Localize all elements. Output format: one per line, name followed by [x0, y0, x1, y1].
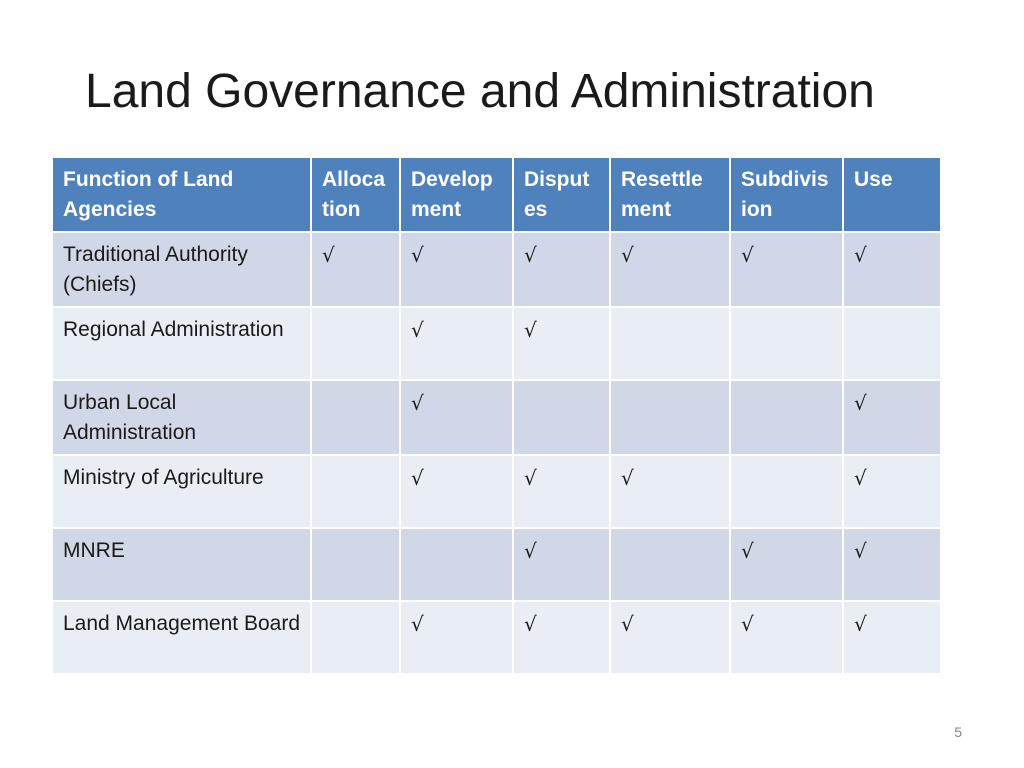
header-resettlement: Resettle ment: [610, 158, 730, 232]
check-cell: [311, 455, 400, 528]
check-cell: [730, 380, 843, 455]
check-cell: √: [513, 232, 610, 307]
table-row: [53, 307, 940, 380]
check-cell: √: [400, 232, 513, 307]
check-cell: [400, 528, 513, 601]
row-label: Ministry of Agriculture: [53, 455, 311, 528]
slide-title: Land Governance and Administration: [85, 65, 875, 118]
row-label: Traditional Authority (Chiefs): [53, 232, 311, 307]
check-cell: √: [513, 528, 610, 601]
check-cell: [610, 528, 730, 601]
check-cell: √: [311, 232, 400, 307]
row-label: Regional Administration: [53, 307, 311, 380]
check-cell: √: [730, 601, 843, 674]
header-function: Function of Land Agencies: [53, 158, 311, 232]
check-cell: [311, 307, 400, 380]
check-cell: [610, 307, 730, 380]
check-cell: [311, 601, 400, 674]
table-row: [53, 380, 940, 455]
check-cell: √: [513, 307, 610, 380]
row-label: Urban Local Administration: [53, 380, 311, 455]
check-cell: √: [843, 380, 940, 455]
check-cell: √: [843, 232, 940, 307]
table-row: [53, 455, 940, 528]
slide-number: 5: [954, 724, 962, 740]
check-cell: √: [610, 455, 730, 528]
check-cell: √: [843, 601, 940, 674]
row-label: Land Management Board: [53, 601, 311, 674]
check-cell: √: [400, 455, 513, 528]
check-cell: √: [730, 232, 843, 307]
check-cell: [730, 455, 843, 528]
header-subdivision: Subdivis ion: [730, 158, 843, 232]
check-cell: √: [400, 601, 513, 674]
check-cell: √: [400, 307, 513, 380]
check-cell: [843, 307, 940, 380]
check-cell: √: [610, 601, 730, 674]
table-row: [53, 601, 940, 674]
table-row: [53, 528, 940, 601]
check-cell: [610, 380, 730, 455]
check-cell: [311, 528, 400, 601]
check-cell: √: [843, 528, 940, 601]
agency-function-table: [53, 158, 940, 675]
check-cell: √: [513, 455, 610, 528]
check-cell: √: [730, 528, 843, 601]
header-use: Use: [843, 158, 940, 232]
row-label: MNRE: [53, 528, 311, 601]
check-cell: [311, 380, 400, 455]
check-cell: √: [400, 380, 513, 455]
check-cell: √: [513, 601, 610, 674]
check-cell: [513, 380, 610, 455]
check-cell: √: [610, 232, 730, 307]
header-development: Develop ment: [400, 158, 513, 232]
table-header-row: [53, 158, 940, 232]
header-allocation: Alloca tion: [311, 158, 400, 232]
header-disputes: Disput es: [513, 158, 610, 232]
check-cell: √: [843, 455, 940, 528]
table-row: [53, 232, 940, 307]
check-cell: [730, 307, 843, 380]
